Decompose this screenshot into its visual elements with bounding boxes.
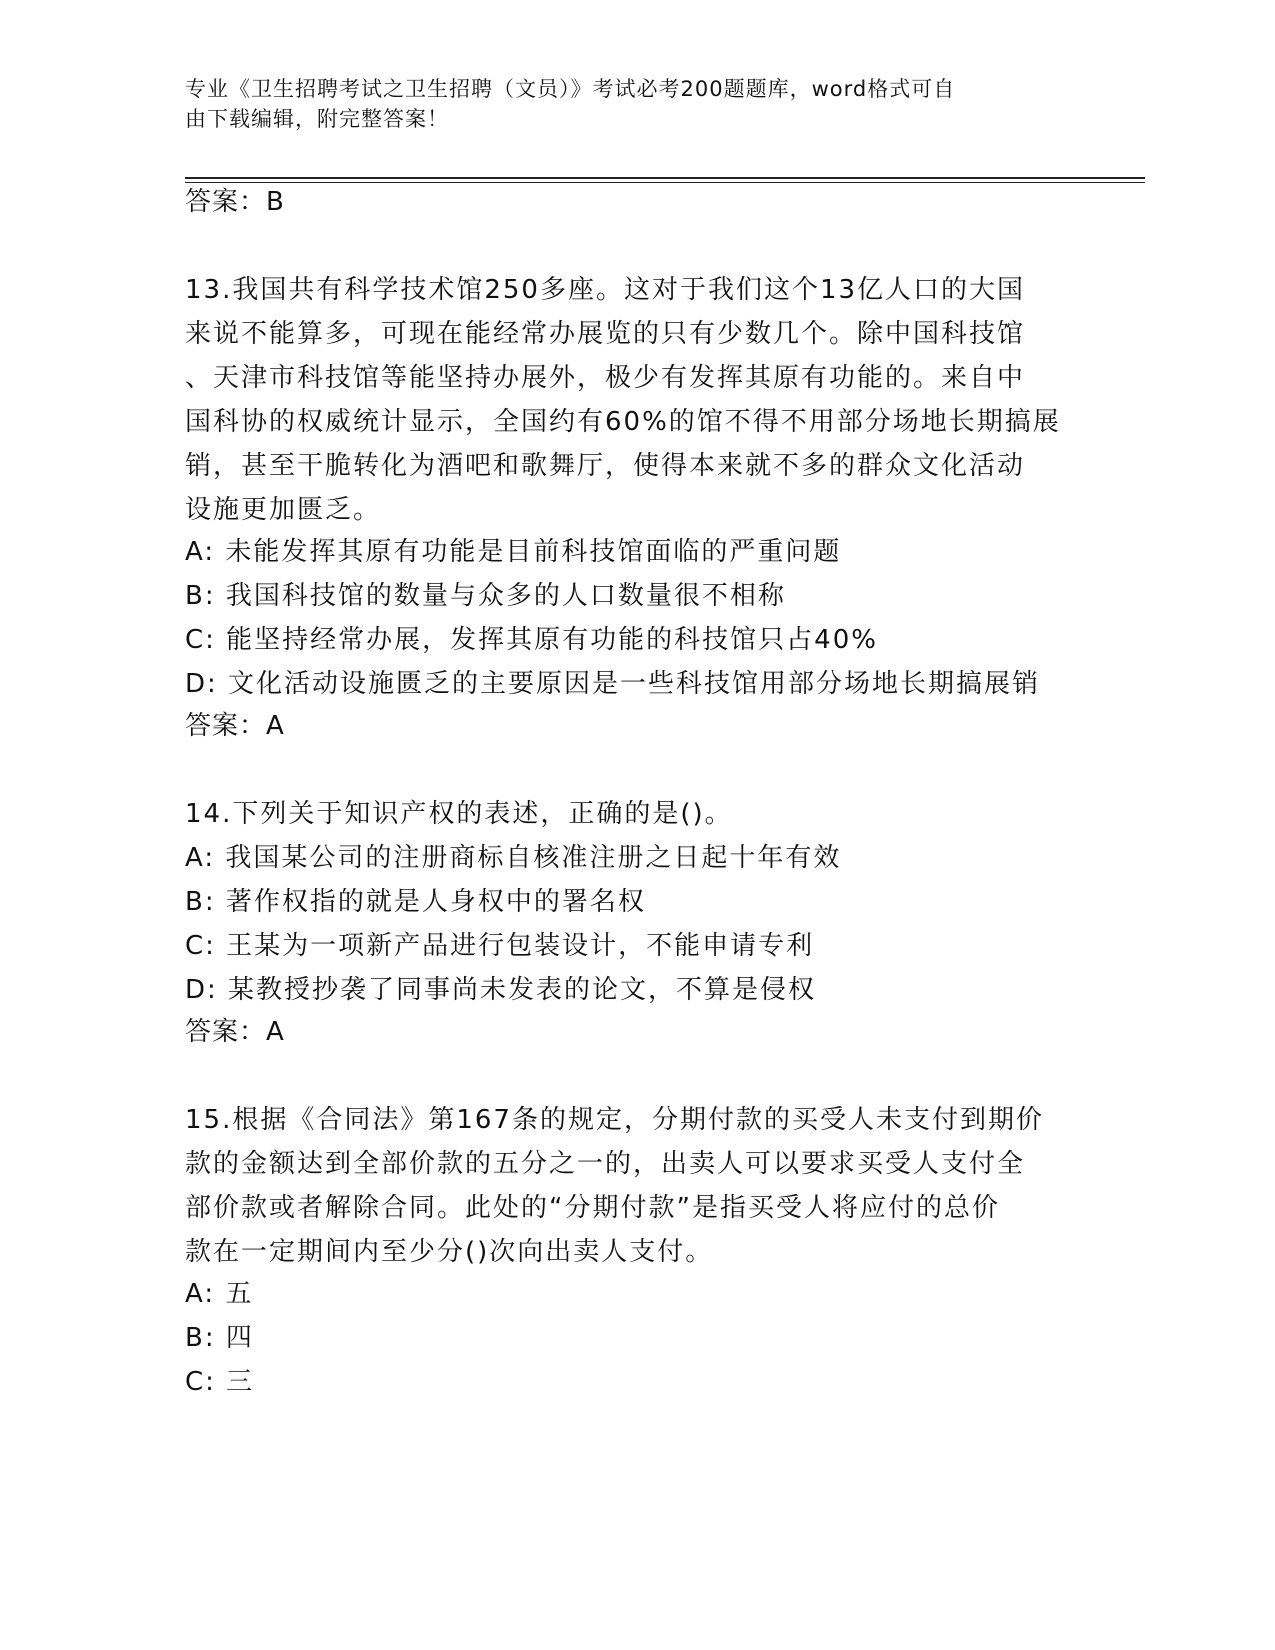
header-divider-thick [185, 177, 1145, 179]
previous-answer: 答案：B [185, 187, 285, 217]
q14-option-a: A: 我国某公司的注册商标自核准注册之日起十年有效 [185, 843, 842, 873]
q15-line-1: 15.根据《合同法》第167条的规定，分期付款的买受人未支付到期价 [185, 1105, 1044, 1135]
q13-line-1: 13.我国共有科学技术馆250多座。这对于我们这个13亿人口的大国 [185, 275, 1026, 305]
q13-line-2: 来说不能算多，可现在能经常办展览的只有少数几个。除中国科技馆 [185, 319, 1026, 349]
q13-answer: 答案：A [185, 711, 285, 741]
q13-line-3: 、天津市科技馆等能坚持办展外，极少有发挥其原有功能的。来自中 [185, 363, 1026, 393]
header-line-1: 专业《卫生招聘考试之卫生招聘（文员）》考试必考200题题库，word格式可自 [185, 77, 956, 101]
q13-option-d: D: 文化活动设施匮乏的主要原因是一些科技馆用部分场地长期搞展销 [185, 669, 1041, 699]
q13-option-a: A: 未能发挥其原有功能是目前科技馆面临的严重问题 [185, 537, 842, 567]
q14-answer: 答案：A [185, 1017, 285, 1047]
q13-line-6: 设施更加匮乏。 [185, 495, 382, 525]
q13-option-c: C: 能坚持经常办展，发挥其原有功能的科技馆只占40% [185, 625, 878, 655]
header-line-2: 由下载编辑，附完整答案！ [185, 107, 449, 131]
q15-option-a: A: 五 [185, 1279, 254, 1309]
q14-option-d: D: 某教授抄袭了同事尚未发表的论文，不算是侵权 [185, 975, 817, 1005]
q15-option-b: B: 四 [185, 1323, 254, 1353]
q13-line-4: 国科协的权威统计显示，全国约有60%的馆不得不用部分场地长期搞展 [185, 407, 1061, 437]
header-divider-thin [185, 182, 1145, 183]
q15-line-2: 款的金额达到全部价款的五分之一的，出卖人可以要求买受人支付全 [185, 1149, 1026, 1179]
q15-line-4: 款在一定期间内至少分()次向出卖人支付。 [185, 1237, 714, 1267]
q14-option-b: B: 著作权指的就是人身权中的署名权 [185, 887, 646, 917]
document-header [185, 74, 1065, 134]
q15-line-3: 部价款或者解除合同。此处的“分期付款”是指买受人将应付的总价 [185, 1193, 1000, 1223]
q14-line-1: 14.下列关于知识产权的表述，正确的是()。 [185, 799, 733, 829]
q15-option-c: C: 三 [185, 1367, 255, 1397]
q13-line-5: 销，甚至干脆转化为酒吧和歌舞厅，使得本来就不多的群众文化活动 [185, 451, 1026, 481]
q14-option-c: C: 王某为一项新产品进行包装设计，不能申请专利 [185, 931, 815, 961]
q13-option-b: B: 我国科技馆的数量与众多的人口数量很不相称 [185, 581, 786, 611]
